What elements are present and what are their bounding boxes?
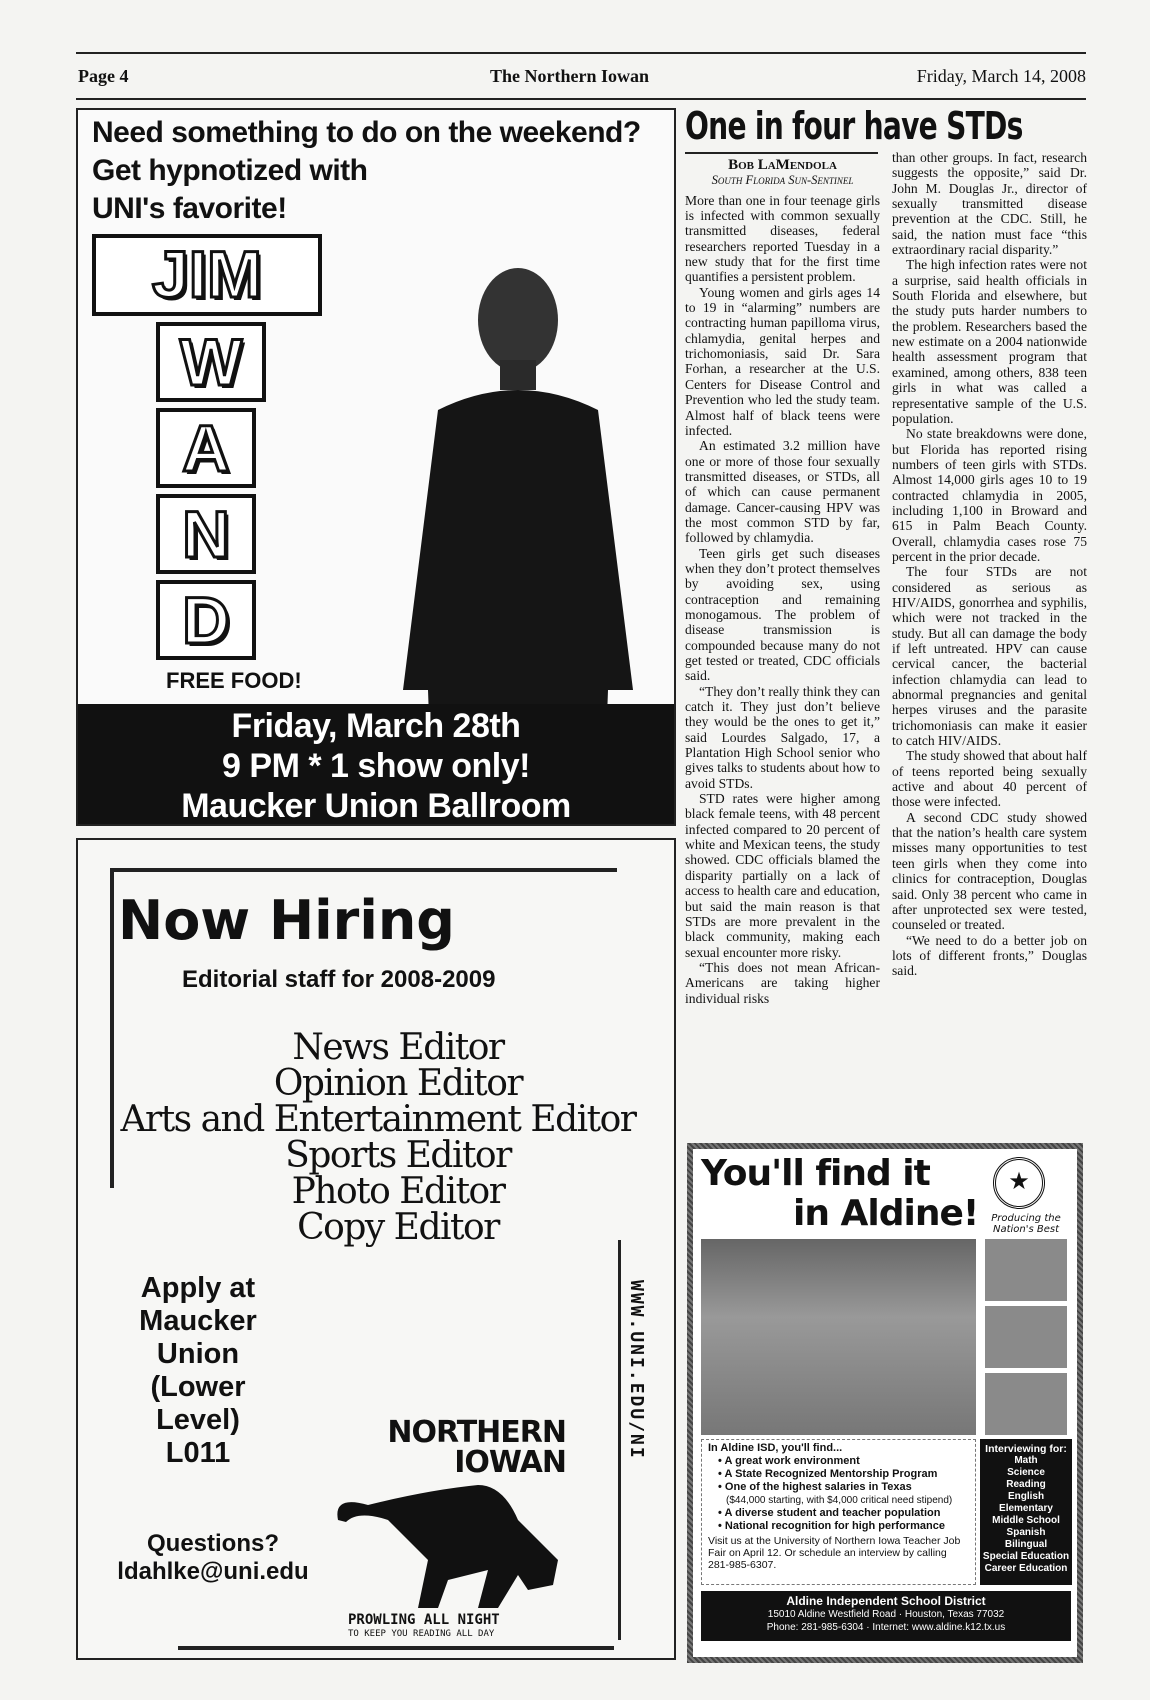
interviewing-title: Interviewing for: (985, 1443, 1067, 1455)
event-location: Maucker Union Ballroom (181, 787, 571, 825)
tagline-line: UNI's favorite! (92, 192, 287, 225)
website-url[interactable]: WWW.UNI.EDU/NI (626, 1280, 647, 1460)
aldine-title-2: in Aldine! (793, 1193, 979, 1234)
subject-item: Science (1007, 1467, 1045, 1478)
subject-item: Math (1014, 1455, 1038, 1466)
aldine-title-1: You'll find it (701, 1153, 930, 1194)
position-item: Photo Editor (291, 1171, 505, 1212)
position-item: Sports Editor (285, 1135, 511, 1176)
logo-slogan: PROWLING ALL NIGHT (348, 1612, 500, 1628)
name-letters-jim: JIM (92, 234, 322, 316)
subject-item: Spanish (1006, 1527, 1046, 1538)
apply-line: Union (156, 1338, 240, 1370)
article-paragraph: “They don’t really think they can catch it. They just don’t believe they would be the ones to get it,” said Lourdes Salgado, 17, a Plantation High School senior who gives talks to students about how to avoid STDs. (685, 683, 880, 791)
subject-item: Special Education (982, 1551, 1070, 1562)
hiring-subtitle: Editorial staff for 2008-2009 (182, 966, 496, 993)
article-paragraph: More than one in four teenage girls is infected with common sexually transmitted diseases, federal researchers reported Tuesday in a new study that for the first time quantifies a persistent problem. (685, 192, 880, 285)
subject-item: Middle School (992, 1515, 1060, 1526)
article-column-1 (685, 158, 880, 1006)
tagline-line: Get hypnotized with (92, 154, 368, 187)
position-item: Copy Editor (297, 1207, 499, 1248)
issue-date: Friday, March 14, 2008 (916, 66, 1086, 86)
event-date: Friday, March 28th (231, 707, 521, 745)
contact-block (98, 1530, 328, 1586)
ad-right-rule (618, 1240, 621, 1640)
article-paragraph: The four STDs are not considered as serious as HIV/AIDS, gonorrhea and syphilis, which were not tracked in the study. But all can damage the body if left untreated. HPV can cause cervical cancer, the bacterial infection chlamydia can lead to abnormal pregnancies and genital herpes viruses and the parasite trichomoniasis can make it easier to catch HIV/AIDS. (892, 564, 1087, 749)
salary-note: ($44,000 starting, with $4,000 critical need stipend) (726, 1495, 953, 1506)
subject-item: Elementary (999, 1503, 1053, 1514)
northern-iowan-logo (366, 1415, 566, 1480)
interviewing-box (980, 1439, 1072, 1585)
name-letter-w: W (156, 322, 266, 402)
byline: Bob LaMendola (728, 157, 837, 173)
article-paragraph: “We need to do a better job on lots of different fronts,” Douglas said. (892, 932, 1087, 979)
article-paragraph: The high infection rates were not a surprise, said health officials in South Florida and elsewhere, but the study puts harder numbers to the problem. Researchers based the new estimate on a 2004 nationwide health assessment program that examined, among others, 838 teen girls in what was called a representative sample of the U.S. population. (892, 257, 1087, 426)
apply-line: Level) (156, 1404, 240, 1436)
article-paragraph: Young women and girls ages 14 to 19 in “alarming” numbers are contracting human papilloma virus, chlamydia, genital herpes and trichomoniasis, said Dr. Sara Forhan, a researcher at the U.S. Centers for Disease Control and Prevention who led the study team. Almost half of black teens were infected. (685, 284, 880, 438)
benefit-item: • National recognition for high performance (718, 1520, 945, 1532)
event-info-band (78, 704, 674, 824)
apply-line: Apply at (140, 1272, 256, 1304)
district-name: Aldine Independent School District (786, 1594, 986, 1608)
apply-line: L011 (165, 1437, 231, 1469)
questions-label: Questions? (146, 1530, 279, 1557)
name-letter-a: A (156, 408, 256, 488)
header-bottom-rule (76, 98, 1086, 100)
benefit-item: • A diverse student and teacher population (718, 1507, 941, 1519)
apply-line: Maucker (139, 1305, 257, 1337)
benefit-item: • One of the highest salaries in Texas (718, 1481, 912, 1493)
contact-email[interactable]: ldahlke@uni.edu (117, 1558, 309, 1585)
district-address: 15010 Aldine Westfield Road · Houston, Texas 77032 (767, 1609, 1005, 1620)
logo-line: NORTHERN (387, 1415, 566, 1450)
article-paragraph: STD rates were higher among black female teens, with 48 percent infected compared to 20 percent of white and Mexican teens, the study showed. CDC officials blamed the disparity partially on a lack of access to health care and education, but said the main reason is that STDs are more prevalent in the black community, making each sexual encounter more risky. (685, 791, 880, 960)
logo-line: IOWAN (454, 1445, 566, 1480)
students-photo (701, 1239, 976, 1435)
benefits-box (701, 1439, 976, 1585)
apply-location (118, 1272, 278, 1470)
article-paragraph: Teen girls get such diseases when they don’t protect themselves by avoiding sex, using contraception and remaining monogamous. The problem of disease transmission is compounded because many do not get tested or treated, CDC officials said. (685, 545, 880, 684)
free-food-label: FREE FOOD! (166, 668, 302, 693)
ad-bottom-rule (178, 1646, 614, 1650)
article (685, 104, 1087, 1006)
panther-icon (328, 1480, 568, 1612)
article-paragraph: A second CDC study showed that the nation’s health care system misses many opportunities to test teen girls when they come into clinics for contraception, Douglas said. Only 38 percent who came in after unprotected sex were tested, counseled or treated. (892, 809, 1087, 933)
now-hiring-ad (76, 838, 676, 1660)
subject-item: Reading (1006, 1479, 1046, 1490)
now-hiring-title: Now Hiring (118, 889, 455, 952)
headline-rule (685, 152, 878, 154)
name-letter-d: D (156, 580, 256, 660)
article-paragraph: An estimated 3.2 million have one or more of those four sexually transmitted diseases, or STDs, all of which can cause permanent damage. Cancer-causing HPV was the most common STD by far, followed by chlamydia. (685, 438, 880, 546)
newspaper-name: The Northern Iowan (490, 66, 650, 86)
district-seal-icon: ★ (993, 1157, 1045, 1209)
tagline-line: Need something to do on the weekend? (92, 116, 641, 149)
seal-tagline: Producing the Nation's Best (991, 1213, 1061, 1235)
article-paragraph: “This does not mean African-Americans are taking higher individual risks (685, 959, 880, 1006)
job-fair-note: Visit us at the University of Northern Iowa Teacher Job Fair on April 12. Or schedule an interview by calling 281-985-6307. (708, 1535, 961, 1571)
name-letter-n: N (156, 494, 256, 574)
byline-source: South Florida Sun-Sentinel (711, 173, 854, 188)
article-paragraph: than other groups. In fact, research suggests the opposite,” said Dr. John M. Douglas Jr., director of sexually transmitted disease prevention at the CDC. Still, he said, the nation must face “this extraordinary racial disparity.” (892, 150, 1087, 258)
ad-tagline (92, 114, 641, 228)
article-headline: One in four have STDs (685, 104, 1023, 148)
header-top-rule (76, 52, 1086, 54)
position-item: Arts and Entertainment Editor (120, 1099, 636, 1140)
apply-line: (Lower (150, 1371, 246, 1403)
district-contact: Phone: 281-985-6304 · Internet: www.aldine.k12.tx.us (766, 1622, 1006, 1633)
benefit-item: • A State Recognized Mentorship Program (718, 1468, 938, 1480)
page-number: Page 4 (78, 66, 129, 86)
campus-photos (985, 1239, 1067, 1435)
ad-left-rule (110, 870, 114, 1188)
position-item: News Editor (292, 1027, 504, 1068)
hypnotist-ad (76, 108, 676, 826)
ad-top-rule (110, 868, 617, 872)
article-paragraph: No state breakdowns were done, but Florida has reported rising numbers of teen girls with STDs. Almost 14,000 girls ages 10 to 19 contracted chlamydia in 2005, including 1,100 in Broward and 615 in Palm Beach County. Overall, chlamydia cases rose 75 percent in the prior decade. (892, 426, 1087, 564)
subject-item: Bilingual (1004, 1539, 1048, 1550)
article-column-2 (892, 150, 1087, 979)
logo-slogan-sub: TO KEEP YOU READING ALL DAY (348, 1629, 495, 1639)
article-paragraph: The study showed that about half of teens reported being sexually active and about 40 percent of those were infected. (892, 748, 1087, 810)
benefit-item: • A great work environment (718, 1455, 860, 1467)
district-info-band (701, 1591, 1071, 1641)
subject-item: English (1007, 1491, 1045, 1502)
subject-item: Career Education (984, 1563, 1068, 1574)
position-item: Opinion Editor (273, 1063, 523, 1104)
benefits-intro: In Aldine ISD, you'll find... (708, 1442, 843, 1454)
aldine-ad (687, 1143, 1083, 1663)
positions-list (118, 1027, 678, 1248)
event-time: 9 PM * 1 show only! (222, 747, 530, 785)
